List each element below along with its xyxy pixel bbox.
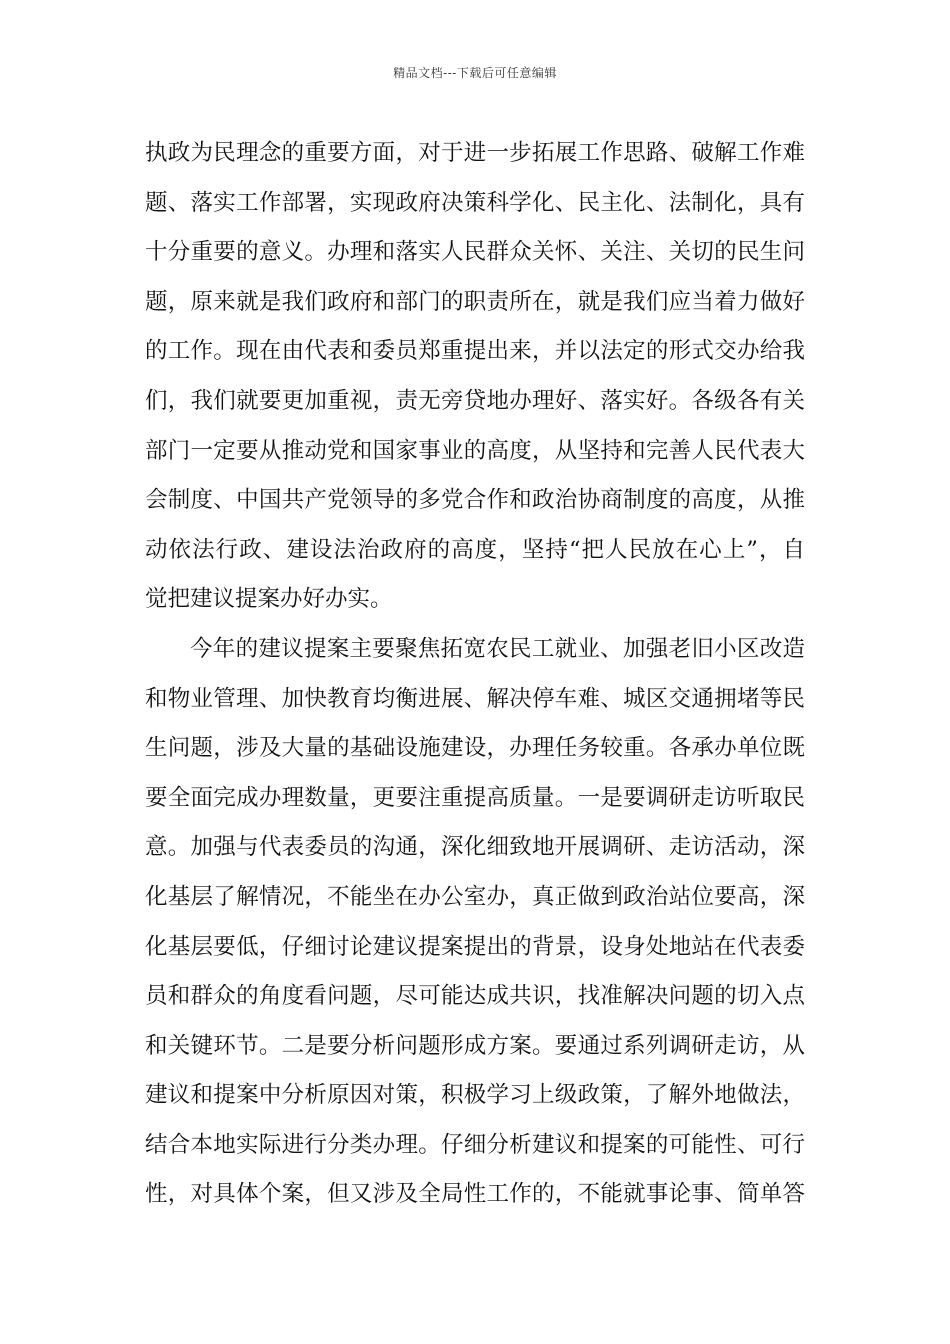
text-line: 和物业管理、加快教育均衡进展、解决停车难、城区交通拥堵等民 xyxy=(145,685,805,712)
text-line: 题、落实工作部署，实现政府决策科学化、民主化、法制化，具有 xyxy=(145,189,805,216)
page-header: 精品文档---下载后可任意编辑 xyxy=(393,66,557,80)
text-line: 要全面完成办理数量，更要注重提高质量。一是要调研走访听取民 xyxy=(145,784,805,811)
paragraph xyxy=(145,625,805,1220)
text-line: 性，对具体个案，但又涉及全局性工作的，不能就事论事、简单答 xyxy=(145,1181,805,1208)
text-line: 的工作。现在由代表和委员郑重提出来，并以法定的形式交办给我 xyxy=(145,338,805,365)
text-line: 觉把建议提案办好办实。 xyxy=(145,586,393,613)
text-line: 们，我们就要更加重视，责无旁贷地办理好、落实好。各级各有关 xyxy=(145,387,805,414)
text-line: 十分重要的意义。办理和落实人民群众关怀、关注、关切的民生问 xyxy=(145,239,805,266)
text-line: 题，原来就是我们政府和部门的职责所在，就是我们应当着力做好 xyxy=(145,288,805,315)
paragraph xyxy=(145,129,805,625)
text-line: 化基层要低，仔细讨论建议提案提出的背景，设身处地站在代表委 xyxy=(145,933,805,960)
text-line: 执政为民理念的重要方面，对于进一步拓展工作思路、破解工作难 xyxy=(145,140,805,166)
text-line: 会制度、中国共产党领导的多党合作和政治协商制度的高度，从推 xyxy=(145,487,805,514)
text-line: 和关键环节。二是要分析问题形成方案。要通过系列调研走访，从 xyxy=(145,1032,805,1059)
text-line: 结合本地实际进行分类办理。仔细分析建议和提案的可能性、可行 xyxy=(145,1131,805,1158)
text-line: 生问题，涉及大量的基础设施建设，办理任务较重。各承办单位既 xyxy=(145,735,805,762)
text-line: 部门一定要从推动党和国家事业的高度，从坚持和完善人民代表大 xyxy=(145,437,805,464)
text-line: 意。加强与代表委员的沟通，深化细致地开展调研、走访活动，深 xyxy=(145,834,805,861)
text-line: 建议和提案中分析原因对策，积极学习上级政策，了解外地做法， xyxy=(145,1082,805,1109)
text-line: 今年的建议提案主要聚焦拓宽农民工就业、加强老旧小区改造 xyxy=(190,635,805,662)
text-line: 化基层了解情况，不能坐在办公室办，真正做到政治站位要高，深 xyxy=(145,883,805,910)
document-body xyxy=(145,129,805,1220)
text-line: 动依法行政、建设法治政府的高度，坚持“把人民放在心上”，自 xyxy=(145,536,805,563)
text-line: 员和群众的角度看问题，尽可能达成共识，找准解决问题的切入点 xyxy=(145,983,805,1010)
